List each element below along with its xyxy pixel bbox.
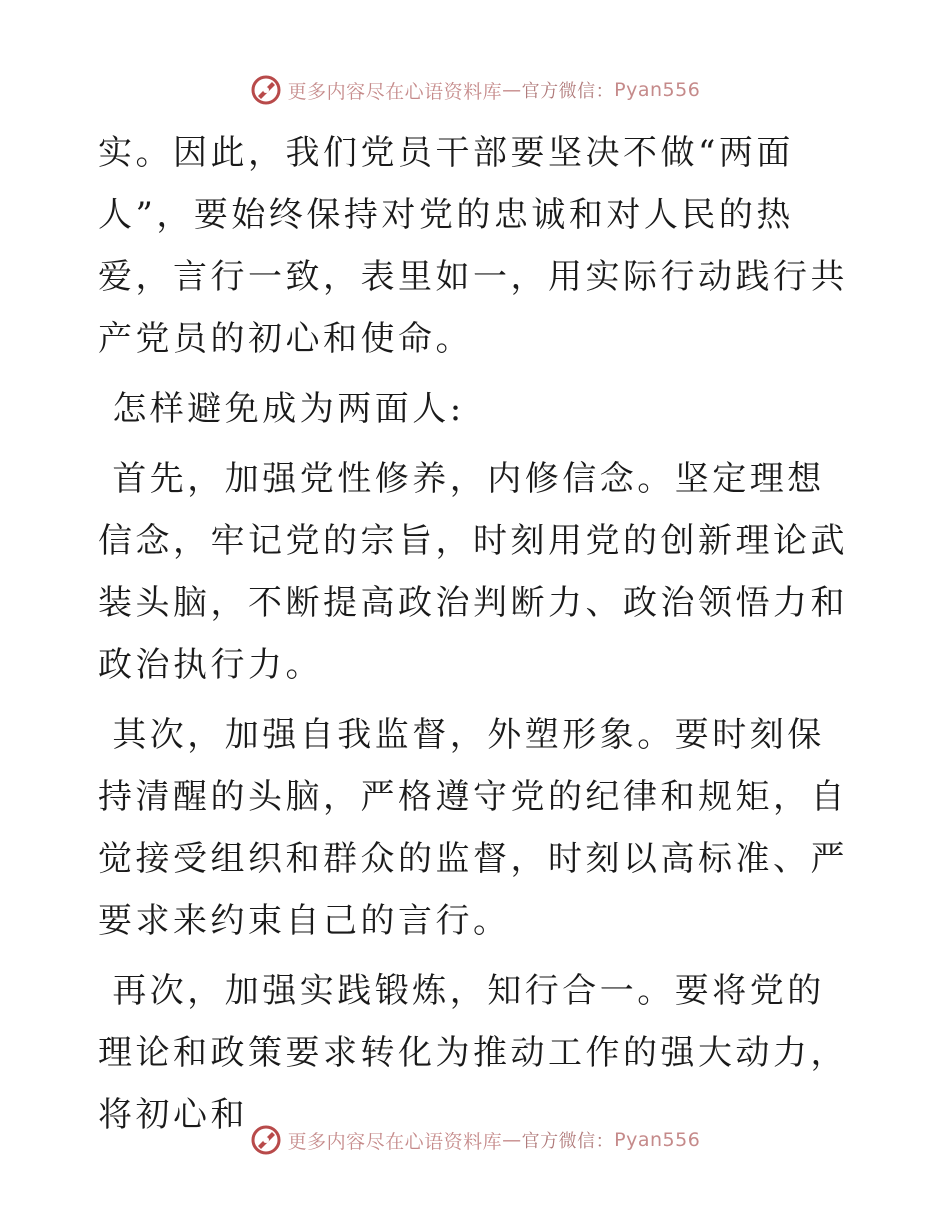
paragraph: 再次，加强实践锻炼，知行合一。要将党的理论和政策要求转化为推动工作的强大动力，将初心和 (98, 971, 848, 1135)
header-watermark (0, 70, 950, 110)
watermark-dash: — (502, 79, 522, 101)
paragraph: 首先，加强党性修养，内修信念。坚定理想信念，牢记党的宗旨，时刻用党的创新理论武装头脑，不断提高政治判断力、政治领悟力和政治执行力。 (98, 459, 848, 685)
logo-icon (250, 74, 282, 106)
watermark-wechat-label: 官方微信： (521, 1131, 615, 1152)
footer-watermark (0, 1120, 950, 1160)
paragraph: 其次，加强自我监督，外塑形象。要时刻保持清醒的头脑，严格遵守党的纪律和规矩，自觉接受组织和群众的监督，时刻以高标准、严要求来约束自己的言行。 (98, 715, 848, 941)
document-body (98, 122, 858, 1146)
watermark-wechat-id: Pyan556 (614, 1129, 701, 1151)
watermark-text: 更多内容尽在心语资料库 (287, 1130, 503, 1153)
watermark-wechat-label: 官方微信： (521, 81, 615, 102)
watermark-wechat-id: Pyan556 (614, 79, 701, 101)
watermark-dash: — (502, 1129, 522, 1151)
logo-icon (250, 1124, 282, 1156)
paragraph: 实。因此，我们党员干部要坚决不做“两面人”，要始终保持对党的忠诚和对人民的热爱，言行一致，表里如一，用实际行动践行共产党员的初心和使命。 (98, 133, 848, 359)
section-heading: 怎样避免成为两面人: (98, 389, 465, 429)
watermark-text: 更多内容尽在心语资料库 (287, 80, 503, 103)
